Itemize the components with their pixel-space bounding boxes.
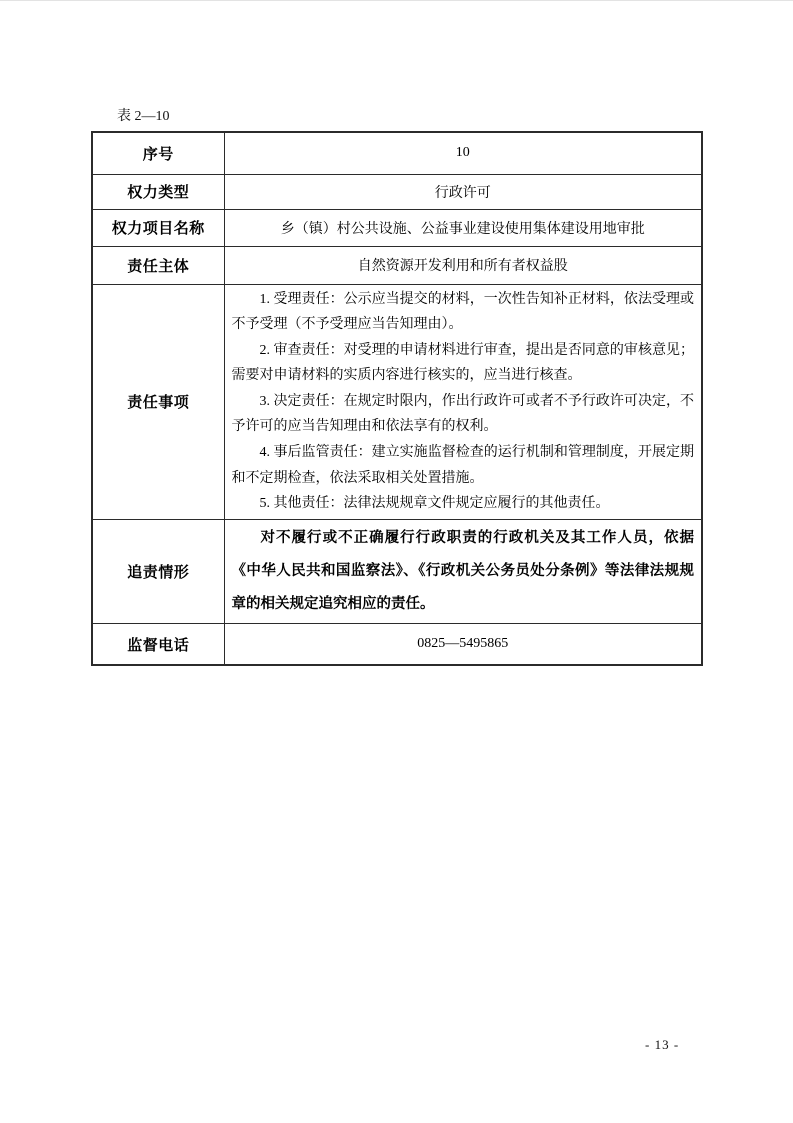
row-label-responsibility-items: 责任事项 bbox=[92, 284, 224, 519]
row-label-accountability-circumstances: 追责情形 bbox=[92, 519, 224, 623]
table-row-power-type bbox=[92, 174, 702, 209]
responsibility-table bbox=[91, 131, 703, 666]
row-value-accountability-circumstances: 对不履行或不正确履行行政职责的行政机关及其工作人员，依据《中华人民共和国监察法》、《行政机关公务员处分条例》等法律法规规章的相关规定追究相应的责任。 bbox=[224, 519, 702, 623]
responsibility-item-5: 5. 其他责任：法律法规规章文件规定应履行的其他责任。 bbox=[259, 496, 610, 512]
page-number: - 13 - bbox=[645, 1037, 680, 1052]
row-value-responsible-body: 自然资源开发利用和所有者权益股 bbox=[224, 246, 702, 284]
row-value-responsibility-items bbox=[224, 284, 702, 519]
table-caption: 表 2—10 bbox=[117, 109, 170, 124]
row-value-serial-number: 10 bbox=[224, 132, 702, 174]
responsibility-item-2: 2. 审查责任：对受理的申请材料进行审查，提出是否同意的审核意见；需要对申请材料的实质内容进行核实的，应当进行核查。 bbox=[231, 342, 694, 384]
row-label-supervision-phone: 监督电话 bbox=[92, 623, 224, 665]
responsibility-item-3: 3. 决定责任：在规定时限内，作出行政许可或者不予行政许可决定，不予许可的应当告知理由和依法享有的权利。 bbox=[231, 393, 694, 435]
row-value-power-item-name: 乡（镇）村公共设施、公益事业建设使用集体建设用地审批 bbox=[224, 209, 702, 246]
table-row-accountability-circumstances bbox=[92, 519, 702, 623]
row-value-supervision-phone: 0825—5495865 bbox=[224, 623, 702, 665]
table-row-responsible-body bbox=[92, 246, 702, 284]
table-row-responsibility-items bbox=[92, 284, 702, 519]
table-row-serial-number bbox=[92, 132, 702, 174]
row-value-power-type: 行政许可 bbox=[224, 174, 702, 209]
responsibility-item-4: 4. 事后监管责任：建立实施监督检查的运行机制和管理制度，开展定期和不定期检查，依法采取相关处置措施。 bbox=[231, 445, 694, 486]
row-label-power-type: 权力类型 bbox=[92, 174, 224, 209]
row-label-power-item-name: 权力项目名称 bbox=[92, 209, 224, 246]
table-row-power-item-name bbox=[92, 209, 702, 246]
row-label-responsible-body: 责任主体 bbox=[92, 246, 224, 284]
table-row-supervision-phone bbox=[92, 623, 702, 665]
responsibility-item-1: 1. 受理责任：公示应当提交的材料，一次性告知补正材料，依法受理或不予受理（不予受理应当告知理由）。 bbox=[231, 291, 694, 333]
row-label-serial-number: 序号 bbox=[92, 132, 224, 174]
